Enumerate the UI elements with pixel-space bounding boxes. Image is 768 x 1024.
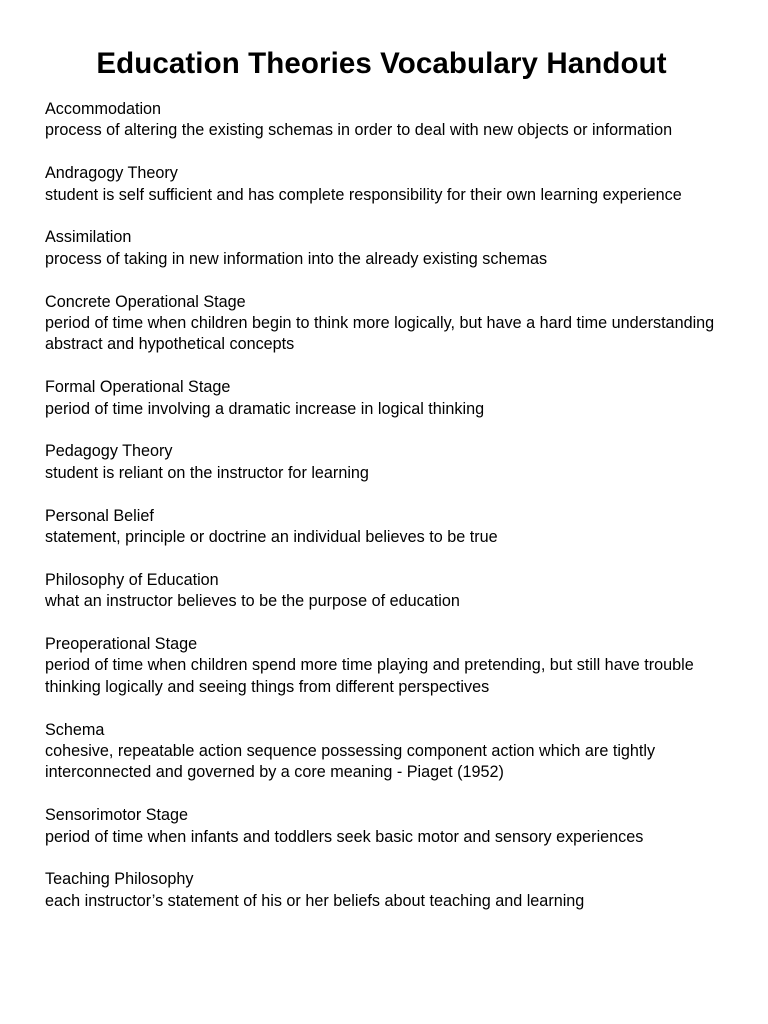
definition-teaching-philosophy: each instructor’s statement of his or her beliefs about teaching and learning [45, 891, 585, 910]
term-teaching-philosophy: Teaching Philosophy [45, 870, 194, 889]
vocabulary-entry [45, 570, 718, 613]
vocabulary-entry [45, 634, 718, 698]
definition-pedagogy-theory: student is reliant on the instructor for learning [45, 463, 369, 482]
vocabulary-entry [45, 805, 718, 848]
definition-sensorimotor-stage: period of time when infants and toddlers seek basic motor and sensory experiences [45, 827, 644, 846]
term-sensorimotor-stage: Sensorimotor Stage [45, 806, 189, 825]
vocabulary-entry [45, 99, 718, 142]
term-assimilation: Assimilation [45, 228, 132, 247]
term-schema: Schema [45, 720, 105, 739]
vocabulary-entry [45, 869, 718, 912]
vocabulary-entry [45, 163, 718, 206]
term-andragogy-theory: Andragogy Theory [45, 164, 178, 183]
vocabulary-entry [45, 441, 718, 484]
term-concrete-operational-stage: Concrete Operational Stage [45, 292, 246, 311]
vocabulary-entry [45, 720, 718, 784]
vocabulary-entry [45, 377, 718, 420]
definition-formal-operational-stage: period of time involving a dramatic increase in logical thinking [45, 399, 485, 418]
vocabulary-list [45, 99, 718, 912]
term-formal-operational-stage: Formal Operational Stage [45, 378, 231, 397]
definition-schema: cohesive, repeatable action sequence possessing component action which are tightly interconnected and governed by a core meaning - Piaget (1952) [45, 742, 656, 782]
vocabulary-entry [45, 227, 718, 270]
term-philosophy-of-education: Philosophy of Education [45, 570, 219, 589]
vocabulary-entry [45, 506, 718, 549]
definition-accommodation: process of altering the existing schemas in order to deal with new objects or information [45, 121, 673, 140]
definition-philosophy-of-education: what an instructor believes to be the purpose of education [45, 592, 460, 611]
definition-concrete-operational-stage: period of time when children begin to think more logically, but have a hard time understanding abstract and hypothetical concepts [45, 314, 715, 354]
definition-preoperational-stage: period of time when children spend more time playing and pretending, but still have trouble thinking logically and seeing things from different perspectives [45, 656, 694, 696]
definition-assimilation: process of taking in new information into the already existing schemas [45, 249, 548, 268]
definition-personal-belief: statement, principle or doctrine an individual believes to be true [45, 528, 498, 547]
term-personal-belief: Personal Belief [45, 506, 154, 525]
vocabulary-entry [45, 292, 718, 356]
definition-andragogy-theory: student is self sufficient and has complete responsibility for their own learning experience [45, 185, 682, 204]
page-title: Education Theories Vocabulary Handout [96, 47, 667, 80]
term-pedagogy-theory: Pedagogy Theory [45, 442, 173, 461]
term-accommodation: Accommodation [45, 100, 162, 118]
term-preoperational-stage: Preoperational Stage [45, 635, 198, 654]
